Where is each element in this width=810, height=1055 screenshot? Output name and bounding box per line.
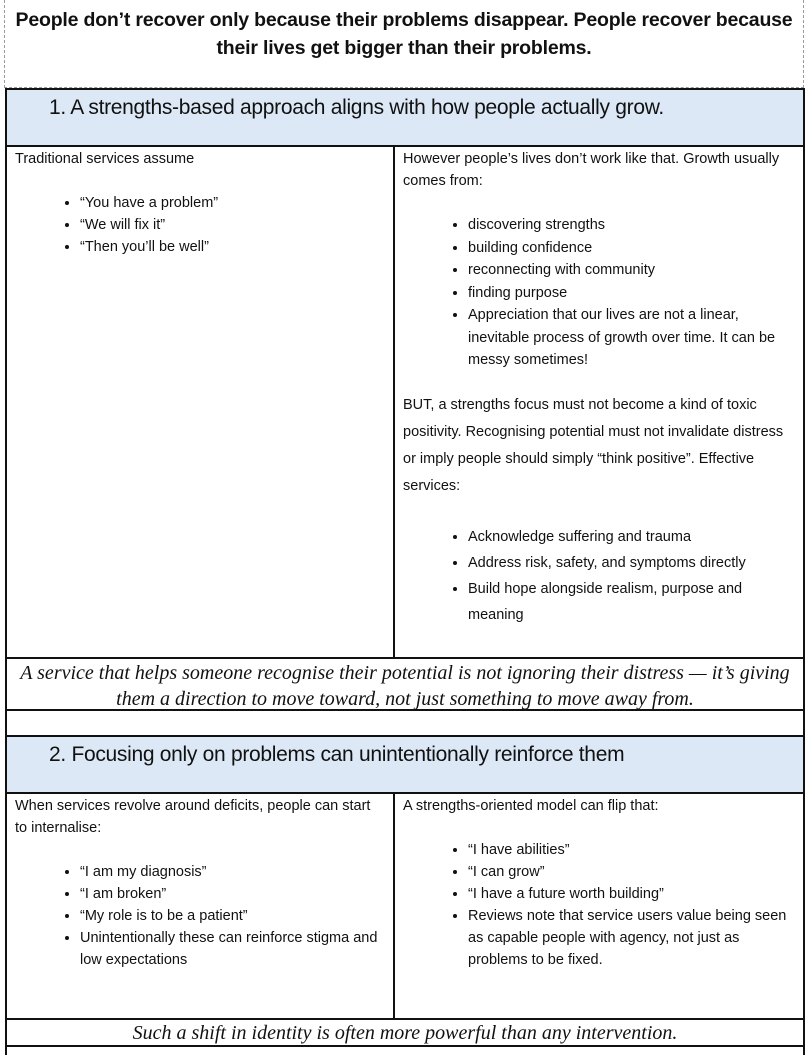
next-row-edge [5,1045,805,1055]
section-2-content [5,792,805,1018]
right-paragraph: BUT, a strengths focus must not become a kind of toxic positivity. Recognising potential must not invalidate distress or imply people should simply “think positive”. Effective services: [403,396,784,494]
list-item: • Reviews note that service users value being seen as capable people with agency, not just as problems to be fixed. [468,905,795,971]
list-item: • “I am broken” [80,883,385,905]
list-item: • reconnecting with community [468,259,795,282]
list-item: • Address risk, safety, and symptoms directly [468,550,795,576]
list-item: • Acknowledge suffering and trauma [468,524,795,550]
list-item: • “My role is to be a patient” [80,905,385,927]
list-item: • building confidence [468,237,795,260]
list-item: • “We will fix it” [80,214,385,236]
section-2-left-cell [7,794,395,1018]
section-2-right-cell [395,794,803,1018]
title-box [4,0,804,88]
list-item: • “I have abilities” [468,839,795,861]
section-2-quote: Such a shift in identity is often more powerful than any intervention. [5,1018,805,1045]
section-2-heading: 2. Focusing only on problems can unintentionally reinforce them [5,735,805,792]
right-bullet-list [403,214,795,372]
right-intro: However people’s lives don’t work like that. Growth usually comes from: [403,151,780,189]
section-1-heading: 1. A strengths-based approach aligns with how people actually grow. [5,88,805,145]
list-item: • Appreciation that our lives are not a linear, inevitable process of growth over time. It can be messy sometimes! [468,304,795,372]
page-title: People don’t recover only because their problems disappear. People recover because their lives get bigger than their problems. [15,9,793,59]
left-bullet-list [15,192,385,258]
left-intro: Traditional services assume [15,151,195,167]
left-bullet-list [15,861,385,971]
right-bullet-list-2 [403,524,795,628]
list-item: • Build hope alongside realism, purpose and meaning [468,576,795,628]
spacer-row [5,709,805,735]
list-item: • “Then you’ll be well” [80,236,385,258]
list-item: • Unintentionally these can reinforce stigma and low expectations [80,927,385,971]
list-item: • “I have a future worth building” [468,883,795,905]
list-item: • discovering strengths [468,214,795,237]
list-item: • “I am my diagnosis” [80,861,385,883]
section-1-right-cell [395,147,803,657]
section-1-content [5,145,805,657]
list-item: • “I can grow” [468,861,795,883]
list-item: • finding purpose [468,282,795,305]
right-intro: A strengths-oriented model can flip that: [403,798,659,814]
section-1-quote: A service that helps someone recognise their potential is not ignoring their distress — it’s giving them a direction to move toward, not just something to move away from. [5,657,805,709]
left-intro: When services revolve around deficits, people can start to internalise: [15,798,371,836]
list-item: • “You have a problem” [80,192,385,214]
right-bullet-list [403,839,795,971]
section-1-left-cell [7,147,395,657]
